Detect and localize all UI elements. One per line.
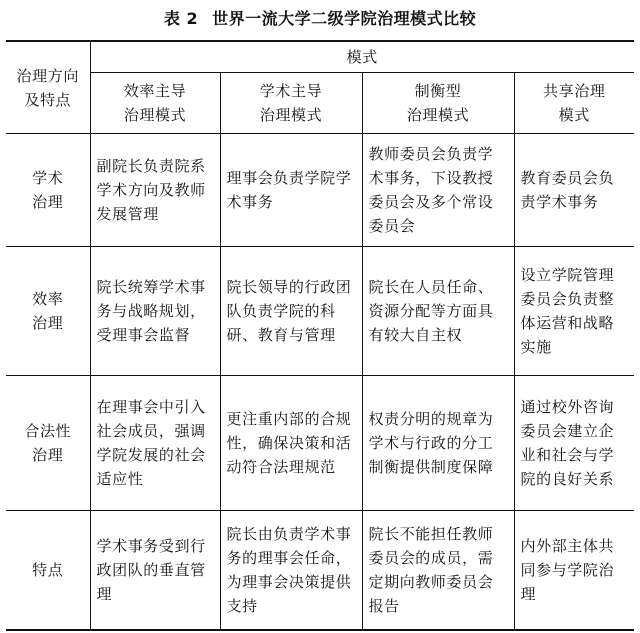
table-cell: 院长领导的行政团队负责学院的科研、教育与管理 [220, 247, 362, 376]
column-header: 效率主导 治理模式 [90, 73, 220, 134]
table-cell: 权责分明的规章为学术与行政的分工制衡提供制度保障 [362, 376, 514, 511]
table-cell: 教师委员会负责学术事务，下设教授委员会及多个常设委员会 [362, 134, 514, 247]
table-cell: 院长由负责学术事务的理事会任命，为理事会决策提供支持 [220, 511, 362, 631]
table-row [6, 376, 634, 511]
table-cell: 院长不能担任教师委员会的成员，需定期向教师委员会报告 [362, 511, 514, 631]
table-title: 世界一流大学二级学院治理模式比较 [212, 9, 477, 28]
governance-comparison-table [6, 40, 634, 631]
row-label: 效率 治理 [6, 247, 90, 376]
table-number: 表 2 [163, 9, 199, 28]
table-cell: 学术事务受到行政团队的垂直管理 [90, 511, 220, 631]
table-row [6, 134, 634, 247]
group-header-mode: 模式 [90, 41, 634, 73]
table-cell: 教育委员会负责学术事务 [514, 134, 634, 247]
corner-header-text: 治理方向 及特点 [16, 66, 79, 109]
row-label: 特点 [6, 511, 90, 631]
column-header: 制衡型 治理模式 [362, 73, 514, 134]
table-row [6, 511, 634, 631]
table-cell: 院长在人员任命、资源分配等方面具有较大自主权 [362, 247, 514, 376]
header-row-group [6, 41, 634, 73]
table-cell: 理事会负责学院学术事务 [220, 134, 362, 247]
row-label: 合法性 治理 [6, 376, 90, 511]
table-row [6, 247, 634, 376]
column-header: 共享治理 模式 [514, 73, 634, 134]
column-header: 学术主导 治理模式 [220, 73, 362, 134]
row-label: 学术 治理 [6, 134, 90, 247]
table-cell: 院长统筹学术事务与战略规划，受理事会监督 [90, 247, 220, 376]
table-cell: 设立学院管理委员会负责整体运营和战略实施 [514, 247, 634, 376]
table-cell: 副院长负责院系学术方向及教师发展管理 [90, 134, 220, 247]
table-cell: 更注重内部的合规性，确保决策和活动符合法理规范 [220, 376, 362, 511]
table-cell: 内外部主体共同参与学院治理 [514, 511, 634, 631]
table-cell: 在理事会中引入社会成员，强调学院发展的社会适应性 [90, 376, 220, 511]
corner-header [6, 41, 90, 134]
table-caption [0, 6, 640, 29]
table-cell: 通过校外咨询委员会建立企业和社会与学院的良好关系 [514, 376, 634, 511]
header-row-columns [6, 73, 634, 134]
